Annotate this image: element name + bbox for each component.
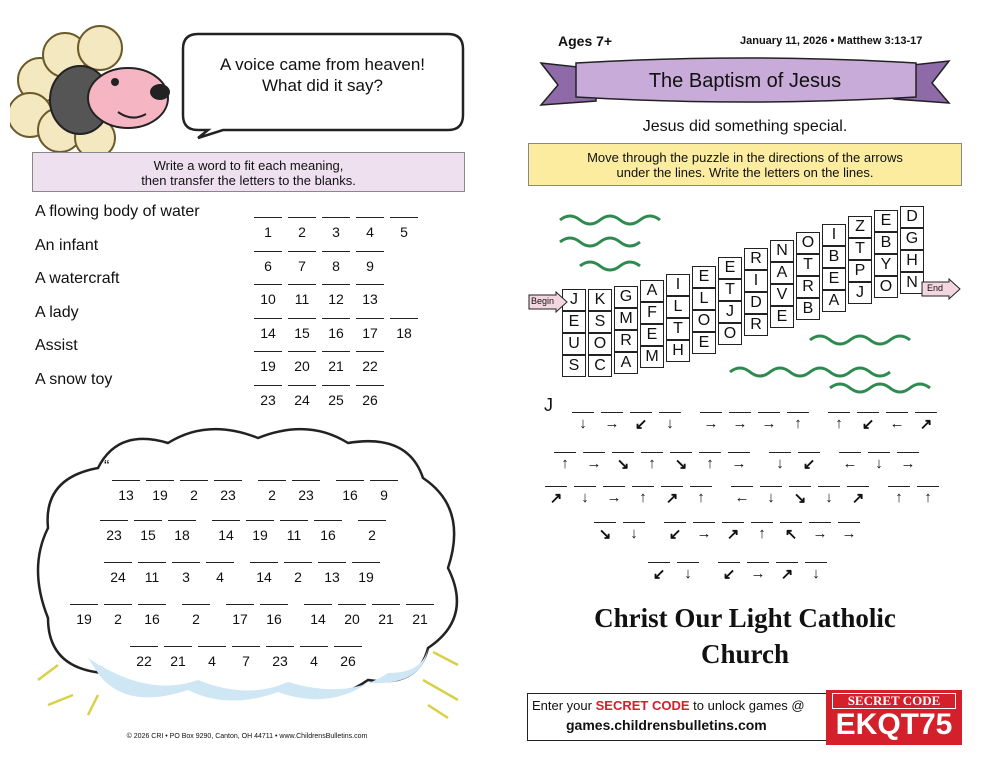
message-blank[interactable]: 2 bbox=[258, 480, 286, 503]
letter-blank[interactable]: 23 bbox=[254, 385, 282, 408]
letter-blank[interactable]: 4 bbox=[356, 217, 384, 240]
grid-letter: O bbox=[796, 232, 820, 254]
grid-letter: T bbox=[666, 318, 690, 340]
grid-letter: P bbox=[848, 260, 872, 282]
letter-blank[interactable]: 7 bbox=[288, 251, 316, 274]
letter-blank[interactable]: 12 bbox=[322, 284, 350, 307]
grid-letter: K bbox=[588, 289, 612, 311]
letter-blank[interactable]: 25 bbox=[322, 385, 350, 408]
arrow-blank[interactable]: ↓ bbox=[760, 486, 782, 506]
arrow-blank[interactable]: ↓ bbox=[818, 486, 840, 506]
message-blank[interactable]: 16 bbox=[138, 604, 166, 627]
right-instructions-box bbox=[528, 143, 962, 186]
date-reference: January 11, 2026 • Matthew 3:13-17 bbox=[740, 35, 923, 47]
arrow-blank[interactable]: ↓ bbox=[572, 412, 594, 432]
arrow-blank[interactable]: ↓ bbox=[677, 562, 699, 582]
arrow-blank[interactable]: ← bbox=[731, 486, 753, 506]
arrow-blank[interactable]: ↑ bbox=[888, 486, 910, 506]
message-blank[interactable]: 17 bbox=[226, 604, 254, 627]
letter-blank[interactable]: 14 bbox=[254, 318, 282, 341]
message-blank[interactable]: 14 bbox=[250, 562, 278, 585]
message-blank[interactable]: 21 bbox=[164, 646, 192, 669]
clue-label: A snow toy bbox=[35, 370, 113, 388]
arrow-blank[interactable]: ↖ bbox=[780, 522, 802, 543]
arrow-blank[interactable]: ↑ bbox=[632, 486, 654, 506]
badge-label: SECRET CODE bbox=[832, 693, 956, 709]
grid-letter: Z bbox=[848, 216, 872, 238]
message-blank[interactable]: 2 bbox=[358, 520, 386, 543]
grid-letter: D bbox=[900, 206, 924, 228]
arrow-blank[interactable]: ↗ bbox=[545, 486, 567, 507]
grid-letter: S bbox=[562, 355, 586, 377]
grid-letter: A bbox=[822, 290, 846, 312]
grid-letter: F bbox=[640, 302, 664, 324]
message-blank[interactable]: 24 bbox=[104, 562, 132, 585]
left-instructions-line-2: then transfer the letters to the blanks. bbox=[141, 173, 356, 188]
letter-blank[interactable]: 13 bbox=[356, 284, 384, 307]
clue-label: Assist bbox=[35, 337, 78, 354]
grid-letter: J bbox=[848, 282, 872, 304]
grid-letter: B bbox=[822, 246, 846, 268]
arrow-blank[interactable]: ↑ bbox=[828, 412, 850, 432]
arrow-blank[interactable]: → bbox=[729, 412, 751, 432]
grid-letter: H bbox=[666, 340, 690, 362]
arrow-blank[interactable]: ↗ bbox=[722, 522, 744, 543]
message-blank[interactable]: 13 bbox=[318, 562, 346, 585]
arrow-blank[interactable]: ↙ bbox=[648, 562, 670, 583]
arrow-blank[interactable]: ↓ bbox=[574, 486, 596, 506]
arrow-blank[interactable]: → bbox=[700, 412, 722, 432]
speech-line-1: A voice came from heaven! bbox=[219, 55, 426, 74]
letter-blank[interactable]: 21 bbox=[322, 351, 350, 374]
message-blank[interactable]: 2 bbox=[180, 480, 208, 503]
grid-letter: R bbox=[744, 248, 768, 270]
subtitle: Jesus did something special. bbox=[642, 118, 848, 135]
grid-letter: H bbox=[900, 250, 924, 272]
letter-blank[interactable]: 11 bbox=[288, 284, 316, 307]
letter-blank[interactable]: 8 bbox=[322, 251, 350, 274]
clue-label: A watercraft bbox=[35, 270, 120, 287]
grid-letter: L bbox=[692, 288, 716, 310]
arrow-blank[interactable]: ↗ bbox=[847, 486, 869, 507]
message-blank[interactable]: 19 bbox=[70, 604, 98, 627]
letter-blank[interactable]: 2 bbox=[288, 217, 316, 240]
sheep-illustration bbox=[10, 20, 180, 155]
grid-letter: Y bbox=[874, 254, 898, 276]
grid-letter: E bbox=[874, 210, 898, 232]
arrow-blank[interactable]: ↙ bbox=[718, 562, 740, 583]
left-instructions-line-1: Write a word to fit each meaning, bbox=[153, 158, 344, 173]
secret-code-badge bbox=[826, 690, 962, 745]
speech-line-2: What did it say? bbox=[262, 76, 383, 95]
grid-letter: T bbox=[848, 238, 872, 260]
message-blank[interactable]: 7 bbox=[232, 646, 260, 669]
grid-letter: A bbox=[640, 280, 664, 302]
message-blank[interactable]: 4 bbox=[206, 562, 234, 585]
arrow-blank[interactable]: ↑ bbox=[787, 412, 809, 432]
page-title: The Baptism of Jesus bbox=[648, 70, 842, 92]
arrow-blank[interactable]: ↑ bbox=[917, 486, 939, 506]
grid-letter: O bbox=[874, 276, 898, 298]
code-prompt-a: Enter your bbox=[532, 698, 592, 713]
arrow-blank[interactable]: → bbox=[603, 486, 625, 506]
letter-blank[interactable]: 10 bbox=[254, 284, 282, 307]
message-blank[interactable]: 22 bbox=[130, 646, 158, 669]
letter-blank[interactable]: 1 bbox=[254, 217, 282, 240]
arrow-blank[interactable]: → bbox=[809, 522, 831, 542]
arrow-blank[interactable]: ← bbox=[839, 452, 861, 472]
grid-letter: I bbox=[666, 274, 690, 296]
message-blank[interactable]: 20 bbox=[338, 604, 366, 627]
message-blank[interactable]: 18 bbox=[168, 520, 196, 543]
grid-letter: R bbox=[796, 276, 820, 298]
grid-letter: C bbox=[588, 355, 612, 377]
message-blank[interactable]: 16 bbox=[314, 520, 342, 543]
arrow-blank[interactable]: ↓ bbox=[805, 562, 827, 582]
grid-letter: R bbox=[614, 330, 638, 352]
arrow-blank[interactable]: ↙ bbox=[857, 412, 879, 433]
arrow-blank[interactable]: ↘ bbox=[670, 452, 692, 473]
grid-letter: N bbox=[900, 272, 924, 294]
message-blank[interactable]: 23 bbox=[214, 480, 242, 503]
message-blank[interactable]: 4 bbox=[300, 646, 328, 669]
message-blank[interactable]: 23 bbox=[292, 480, 320, 503]
grid-letter: E bbox=[562, 311, 586, 333]
letter-blank[interactable]: 9 bbox=[356, 251, 384, 274]
left-instructions-box bbox=[32, 152, 465, 192]
message-blank[interactable]: 21 bbox=[372, 604, 400, 627]
letter-blank[interactable]: 5 bbox=[390, 217, 418, 240]
games-site[interactable]: games.childrensbulletins.com bbox=[566, 717, 767, 733]
letter-blank[interactable]: 24 bbox=[288, 385, 316, 408]
grid-letter: D bbox=[744, 292, 768, 314]
grid-letter: L bbox=[666, 296, 690, 318]
message-blank[interactable]: 11 bbox=[138, 562, 166, 585]
message-blank[interactable]: 13 bbox=[112, 480, 140, 503]
message-blank[interactable]: 26 bbox=[334, 646, 362, 669]
message-blank[interactable]: 14 bbox=[304, 604, 332, 627]
message-blank[interactable]: 4 bbox=[198, 646, 226, 669]
arrow-blank[interactable]: → bbox=[583, 452, 605, 472]
letter-blank[interactable]: 18 bbox=[390, 318, 418, 341]
arrow-blank[interactable]: ↓ bbox=[659, 412, 681, 432]
grid-letter: T bbox=[796, 254, 820, 276]
ages-label: Ages 7+ bbox=[558, 33, 613, 49]
letter-blank[interactable]: 26 bbox=[356, 385, 384, 408]
grid-letter: J bbox=[718, 301, 742, 323]
message-blank[interactable]: 3 bbox=[172, 562, 200, 585]
letter-blank[interactable]: 17 bbox=[356, 318, 384, 341]
arrow-blank[interactable]: → bbox=[838, 522, 860, 542]
grid-letter: M bbox=[614, 308, 638, 330]
arrow-blank[interactable]: → bbox=[897, 452, 919, 472]
arrow-blank[interactable]: → bbox=[758, 412, 780, 432]
arrow-blank[interactable]: ↑ bbox=[554, 452, 576, 472]
message-blank[interactable]: 16 bbox=[260, 604, 288, 627]
speech-text bbox=[185, 54, 460, 96]
grid-letter: I bbox=[822, 224, 846, 246]
grid-letter: M bbox=[640, 346, 664, 368]
grid-letter: I bbox=[744, 270, 768, 292]
arrow-blank[interactable]: ↘ bbox=[594, 522, 616, 543]
grid-letter: N bbox=[770, 240, 794, 262]
grid-letter: S bbox=[588, 311, 612, 333]
message-blank[interactable]: 2 bbox=[104, 604, 132, 627]
letter-blank[interactable]: 22 bbox=[356, 351, 384, 374]
grid-letter: V bbox=[770, 284, 794, 306]
message-blank[interactable]: 9 bbox=[370, 480, 398, 503]
message-blank[interactable]: 23 bbox=[266, 646, 294, 669]
grid-letter: O bbox=[692, 310, 716, 332]
message-blank[interactable]: 21 bbox=[406, 604, 434, 627]
grid-letter: E bbox=[692, 266, 716, 288]
clue-label: A flowing body of water bbox=[35, 203, 200, 220]
grid-letter: G bbox=[900, 228, 924, 250]
grid-letter: A bbox=[770, 262, 794, 284]
grid-letter: R bbox=[744, 314, 768, 336]
grid-letter: E bbox=[822, 268, 846, 290]
arrow-blank[interactable]: ← bbox=[886, 412, 908, 432]
letter-blank[interactable]: 16 bbox=[322, 318, 350, 341]
arrow-blank[interactable]: ↗ bbox=[661, 486, 683, 507]
arrow-blank[interactable]: ↓ bbox=[868, 452, 890, 472]
letter-blank[interactable]: 6 bbox=[254, 251, 282, 274]
grid-letter: G bbox=[614, 286, 638, 308]
arrow-blank[interactable]: ↘ bbox=[789, 486, 811, 507]
grid-letter: E bbox=[692, 332, 716, 354]
arrow-blank[interactable]: → bbox=[728, 452, 750, 472]
grid-letter: T bbox=[718, 279, 742, 301]
letter-blank[interactable]: 20 bbox=[288, 351, 316, 374]
secret-code-value: EKQT75 bbox=[835, 708, 953, 741]
arrow-blank[interactable]: → bbox=[693, 522, 715, 542]
arrow-blank[interactable]: ↑ bbox=[690, 486, 712, 506]
code-prompt bbox=[532, 698, 805, 713]
clue-label: An infant bbox=[35, 236, 99, 254]
message-blank[interactable]: 19 bbox=[146, 480, 174, 503]
grid-letter: U bbox=[562, 333, 586, 355]
arrow-blank[interactable]: ↙ bbox=[630, 412, 652, 433]
arrow-blank[interactable]: ↓ bbox=[769, 452, 791, 472]
open-quote: “ bbox=[104, 458, 110, 475]
message-blank[interactable]: 16 bbox=[336, 480, 364, 503]
clue-label: A lady bbox=[35, 303, 79, 321]
message-blank[interactable]: 2 bbox=[182, 604, 210, 627]
message-blank[interactable]: 19 bbox=[246, 520, 274, 543]
arrow-blank[interactable]: → bbox=[747, 562, 769, 582]
right-instructions-line-1: Move through the puzzle in the directions of the arrows bbox=[587, 150, 903, 165]
code-word: SECRET CODE bbox=[595, 698, 690, 713]
message-blank[interactable]: 14 bbox=[212, 520, 240, 543]
arrow-blank[interactable]: ↙ bbox=[664, 522, 686, 543]
grid-letter: B bbox=[874, 232, 898, 254]
message-blank[interactable]: 23 bbox=[100, 520, 128, 543]
right-instructions-line-2: under the lines. Write the letters on the lines. bbox=[616, 165, 874, 180]
arrow-blank[interactable]: ↗ bbox=[776, 562, 798, 583]
arrow-blank[interactable]: ↗ bbox=[915, 412, 937, 433]
message-blank[interactable]: 2 bbox=[284, 562, 312, 585]
message-blank[interactable]: 15 bbox=[134, 520, 162, 543]
letter-blank[interactable]: 15 bbox=[288, 318, 316, 341]
grid-letter: O bbox=[718, 323, 742, 345]
grid-letter: O bbox=[588, 333, 612, 355]
grid-letter: E bbox=[718, 257, 742, 279]
church-name-line-1: Christ Our Light Catholic bbox=[594, 603, 896, 633]
message-blank[interactable]: 19 bbox=[352, 562, 380, 585]
arrow-blank[interactable]: ↑ bbox=[699, 452, 721, 472]
church-name bbox=[528, 600, 962, 672]
church-name-line-2: Church bbox=[700, 639, 790, 669]
arrow-blank[interactable]: ↙ bbox=[798, 452, 820, 473]
arrow-blank[interactable]: ↓ bbox=[623, 522, 645, 542]
grid-letter: A bbox=[614, 352, 638, 374]
first-letter: J bbox=[544, 395, 553, 415]
arrow-blank[interactable]: → bbox=[601, 412, 623, 432]
message-blank[interactable]: 11 bbox=[280, 520, 308, 543]
code-prompt-b: to unlock games @ bbox=[693, 698, 805, 713]
letter-blank[interactable]: 3 bbox=[322, 217, 350, 240]
copyright: © 2026 CRI • PO Box 9290, Canton, OH 44711 • www.ChildrensBulletins.com bbox=[126, 733, 368, 740]
letter-blank[interactable]: 19 bbox=[254, 351, 282, 374]
arrow-blank[interactable]: ↑ bbox=[641, 452, 663, 472]
grid-letter: B bbox=[796, 298, 820, 320]
grid-letter: E bbox=[640, 324, 664, 346]
arrow-blank[interactable]: ↘ bbox=[612, 452, 634, 473]
end-label: End bbox=[927, 283, 944, 293]
grid-letter: E bbox=[770, 306, 794, 328]
arrow-blank[interactable]: ↑ bbox=[751, 522, 773, 542]
begin-label: Begin bbox=[531, 296, 555, 306]
grid-letter: J bbox=[562, 289, 586, 311]
